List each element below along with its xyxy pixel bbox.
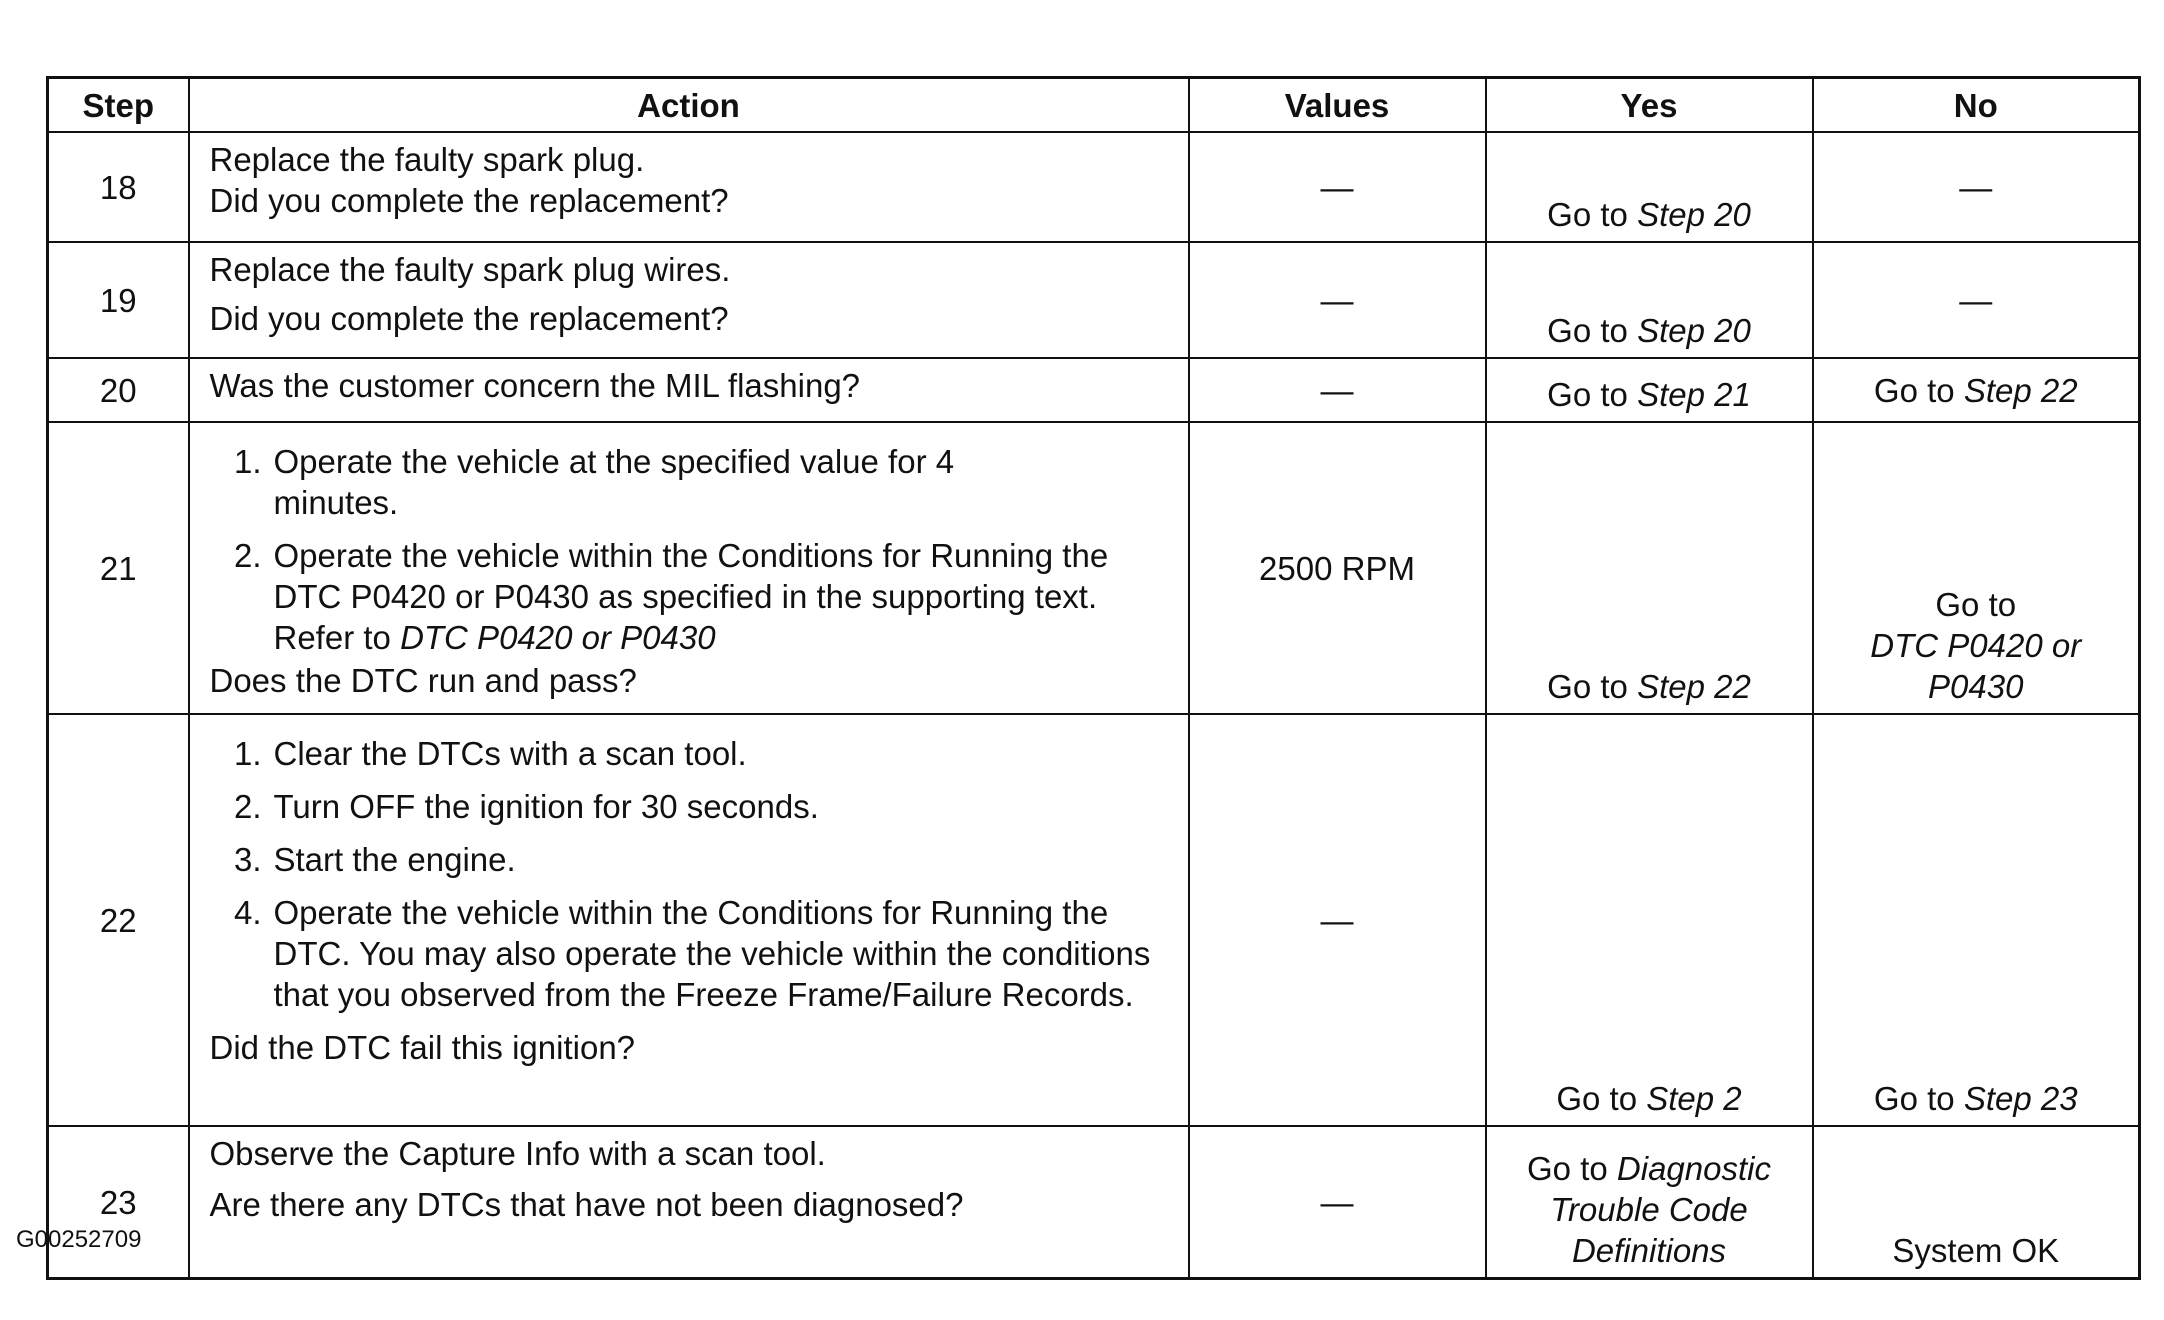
step-number: 20 — [48, 358, 189, 422]
no-cell — [1813, 358, 2140, 422]
list-item-number: 3. — [233, 841, 262, 878]
yes-cell — [1486, 422, 1813, 714]
yes-prefix: Go to — [1547, 668, 1628, 705]
yes-dtc-definitions-link[interactable]: Diagnostic Trouble Code Definitions — [1550, 1150, 1771, 1269]
action-list — [210, 441, 1176, 658]
no-cell: — — [1813, 242, 2140, 358]
list-item-text: Operate the vehicle within the Conditions for Running the DTC. You may also operate the vehicle within the conditions that you observed from the Freeze Frame/Failure Records. — [273, 894, 1151, 1013]
no-dtc-link[interactable]: DTC P0420 or P0430 — [1870, 627, 2082, 705]
action-cell — [189, 358, 1189, 422]
yes-step-link[interactable]: Step 2 — [1646, 1080, 1742, 1117]
yes-cell — [1486, 1126, 1813, 1279]
yes-cell — [1486, 242, 1813, 358]
no-cell: System OK — [1813, 1126, 2140, 1279]
yes-prefix: Go to — [1547, 376, 1628, 413]
list-item-body: Operate the vehicle within the Conditions for Running the DTC P0420 or P0430 as specified in the supporting text. Refer to — [273, 537, 1109, 656]
values-cell: — — [1189, 358, 1486, 422]
action-cell — [189, 132, 1189, 242]
table-row — [48, 422, 2140, 714]
yes-step-link[interactable]: Step 21 — [1637, 376, 1751, 413]
values-cell: — — [1189, 714, 1486, 1126]
action-question: Are there any DTCs that have not been diagnosed? — [209, 1186, 964, 1223]
table-row — [48, 358, 2140, 422]
no-prefix: Go to — [1873, 371, 1955, 409]
table-row — [48, 242, 2140, 358]
header-no: No — [1813, 78, 2140, 133]
step-number: 21 — [48, 422, 189, 714]
action-question: Was the customer concern the MIL flashing? — [209, 367, 861, 404]
yes-prefix: Go to — [1547, 196, 1628, 233]
list-item — [210, 733, 1176, 774]
action-cell — [189, 422, 1189, 714]
action-cell — [189, 242, 1189, 358]
yes-prefix: Go to — [1547, 312, 1628, 349]
step-number: 23 — [48, 1126, 189, 1279]
yes-prefix: Go to — [1556, 1080, 1638, 1117]
action-text: Observe the Capture Info with a scan tool. — [209, 1135, 826, 1172]
table-row — [48, 714, 2140, 1126]
values-cell: — — [1189, 132, 1486, 242]
no-prefix: Go to — [1873, 1080, 1955, 1117]
action-question: Did the DTC fail this ignition? — [209, 1029, 636, 1066]
list-item-number: 2. — [233, 788, 262, 825]
values-cell: — — [1189, 1126, 1486, 1279]
no-prefix: Go to — [1935, 586, 2017, 623]
no-cell — [1813, 714, 2140, 1126]
action-text: Replace the faulty spark plug wires. — [209, 251, 731, 288]
action-question: Did you complete the replacement? — [209, 300, 729, 337]
list-item-text: Clear the DTCs with a scan tool. — [273, 735, 747, 772]
table-row — [48, 132, 2140, 242]
list-item-text: Start the engine. — [273, 841, 516, 878]
yes-step-link[interactable]: Step 22 — [1637, 668, 1751, 705]
yes-cell — [1486, 132, 1813, 242]
list-item-text: Turn OFF the ignition for 30 seconds. — [273, 788, 819, 825]
yes-cell — [1486, 714, 1813, 1126]
dtc-reference-link[interactable]: DTC P0420 or P0430 — [400, 619, 716, 656]
list-item-number: 2. — [233, 537, 262, 574]
no-step-link[interactable]: Step 22 — [1963, 371, 2078, 409]
list-item-text: Operate the vehicle at the specified value for 4 minutes. — [273, 443, 955, 521]
list-item-text — [274, 535, 1176, 658]
yes-prefix: Go to — [1527, 1150, 1608, 1187]
no-step-link[interactable]: Step 23 — [1963, 1080, 2078, 1117]
header-action: Action — [189, 78, 1189, 133]
list-item — [210, 786, 1176, 827]
list-item — [210, 839, 1176, 880]
action-question: Does the DTC run and pass? — [209, 662, 637, 699]
list-item — [210, 892, 1176, 1015]
values-cell: 2500 RPM — [1189, 422, 1486, 714]
step-number: 18 — [48, 132, 189, 242]
yes-step-link[interactable]: Step 20 — [1637, 196, 1751, 233]
list-item-number: 1. — [233, 735, 262, 772]
action-text: Replace the faulty spark plug. — [209, 141, 645, 178]
action-cell — [189, 1126, 1189, 1279]
list-item-number: 4. — [233, 894, 262, 931]
list-item — [210, 535, 1176, 658]
step-number: 19 — [48, 242, 189, 358]
values-cell: — — [1189, 242, 1486, 358]
header-row — [48, 78, 2140, 133]
figure-id: G00252709 — [16, 1226, 142, 1253]
header-values: Values — [1189, 78, 1486, 133]
action-question: Did you complete the replacement? — [209, 182, 729, 219]
list-item-number: 1. — [233, 443, 262, 480]
header-yes: Yes — [1486, 78, 1813, 133]
diagnostic-table — [46, 76, 2141, 1280]
step-number: 22 — [48, 714, 189, 1126]
table-row — [48, 1126, 2140, 1279]
list-item — [210, 441, 1176, 523]
action-list — [210, 733, 1176, 1015]
yes-cell — [1486, 358, 1813, 422]
action-cell — [189, 714, 1189, 1126]
yes-step-link[interactable]: Step 20 — [1637, 312, 1751, 349]
no-cell: — — [1813, 132, 2140, 242]
header-step: Step — [48, 78, 189, 133]
no-cell — [1813, 422, 2140, 714]
